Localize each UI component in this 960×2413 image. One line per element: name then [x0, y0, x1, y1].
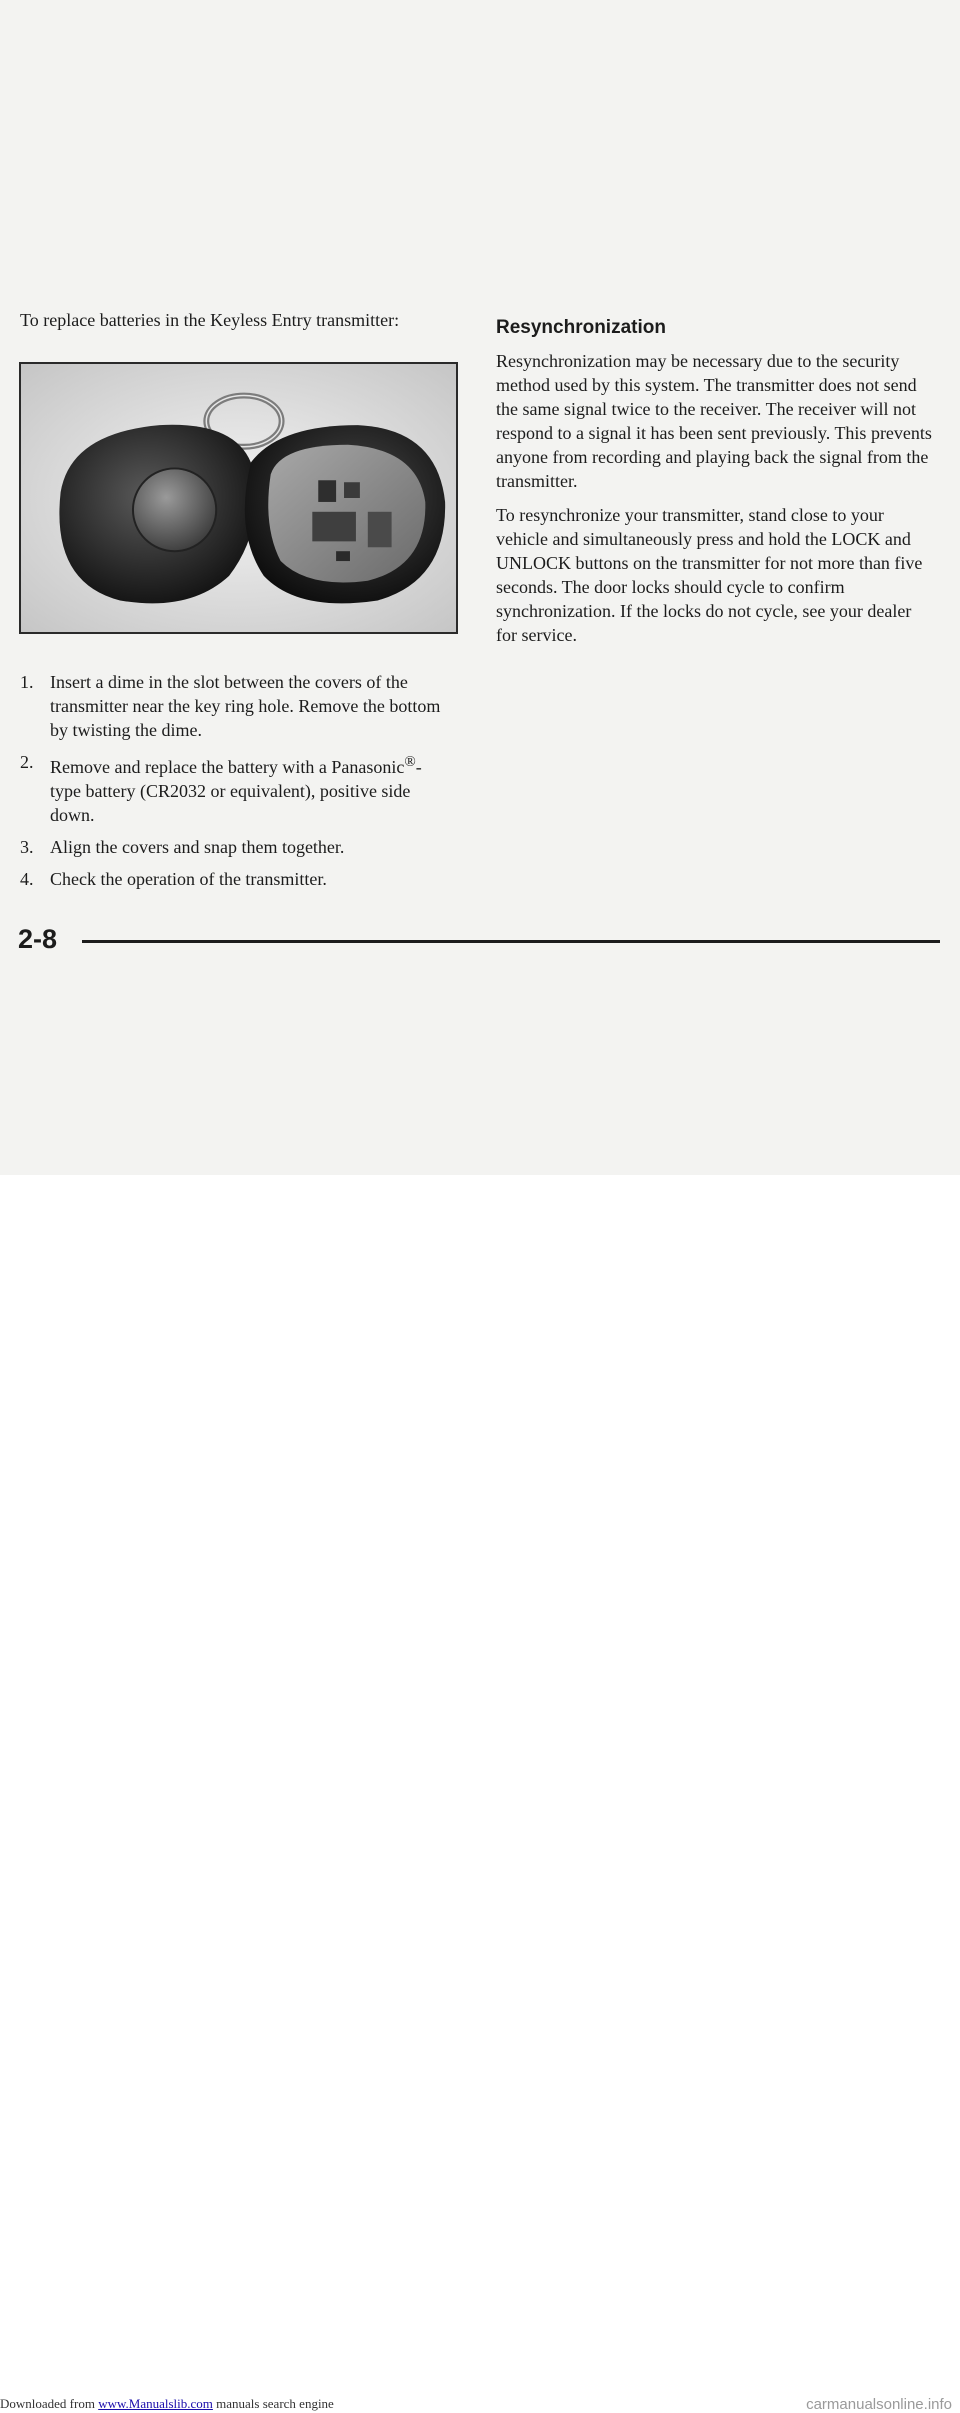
step-text: Insert a dime in the slot between the covers of the transmitter near the key ring hole. Remove the bottom by twisting the dime. — [50, 672, 441, 740]
resync-paragraph: To resynchronize your transmitter, stand close to your vehicle and simultaneously press and hold the LOCK and UNLOCK buttons on the transmitter for not more than five seconds. The door locks should cycle to confirm synchronization. If the locks do not cycle, see your dealer for service. — [496, 505, 923, 645]
footer-rule — [82, 940, 940, 943]
battery-steps — [20, 670, 450, 899]
step-number: 4. — [20, 869, 34, 889]
manualslib-link[interactable]: www.Manualslib.com — [98, 2396, 213, 2411]
credit-suffix: manuals search engine — [216, 2396, 334, 2411]
intro-text: To replace batteries in the Keyless Entry transmitter: — [20, 310, 400, 330]
transmitter-illustration — [21, 364, 456, 632]
download-credit — [0, 2396, 334, 2412]
credit-prefix: Downloaded from — [0, 2396, 95, 2411]
watermark: carmanualsonline.info — [806, 2396, 952, 2413]
step-item — [20, 867, 450, 891]
step-item — [20, 750, 450, 827]
step-number: 3. — [20, 837, 34, 857]
step-text: Align the covers and snap them together. — [50, 837, 345, 857]
resync-paragraph: Resynchronization may be necessary due to the security method used by this system. The transmitter does not send the same signal twice to the receiver. The receiver will not respond to a signal it has been sent previously. This prevents anyone from recording and playing back the signal from the transmitter. — [496, 351, 932, 491]
page-number: 2-8 — [18, 924, 58, 954]
step-text: Remove and replace the battery with a Panasonic — [50, 757, 405, 777]
step-item — [20, 835, 450, 859]
step-text-continued: -type battery (CR2032 or equivalent), positive side down. — [50, 757, 422, 825]
step-text: Check the operation of the transmitter. — [50, 869, 327, 889]
download-footer — [0, 1175, 960, 2413]
transmitter-photo — [19, 362, 458, 634]
section-heading: Resynchronization — [496, 317, 666, 338]
step-item — [20, 670, 450, 742]
manual-page — [0, 0, 960, 1175]
resynchronization-section — [496, 316, 936, 657]
step-number: 2. — [20, 752, 34, 772]
registered-mark: ® — [404, 754, 416, 770]
step-number: 1. — [20, 672, 34, 692]
